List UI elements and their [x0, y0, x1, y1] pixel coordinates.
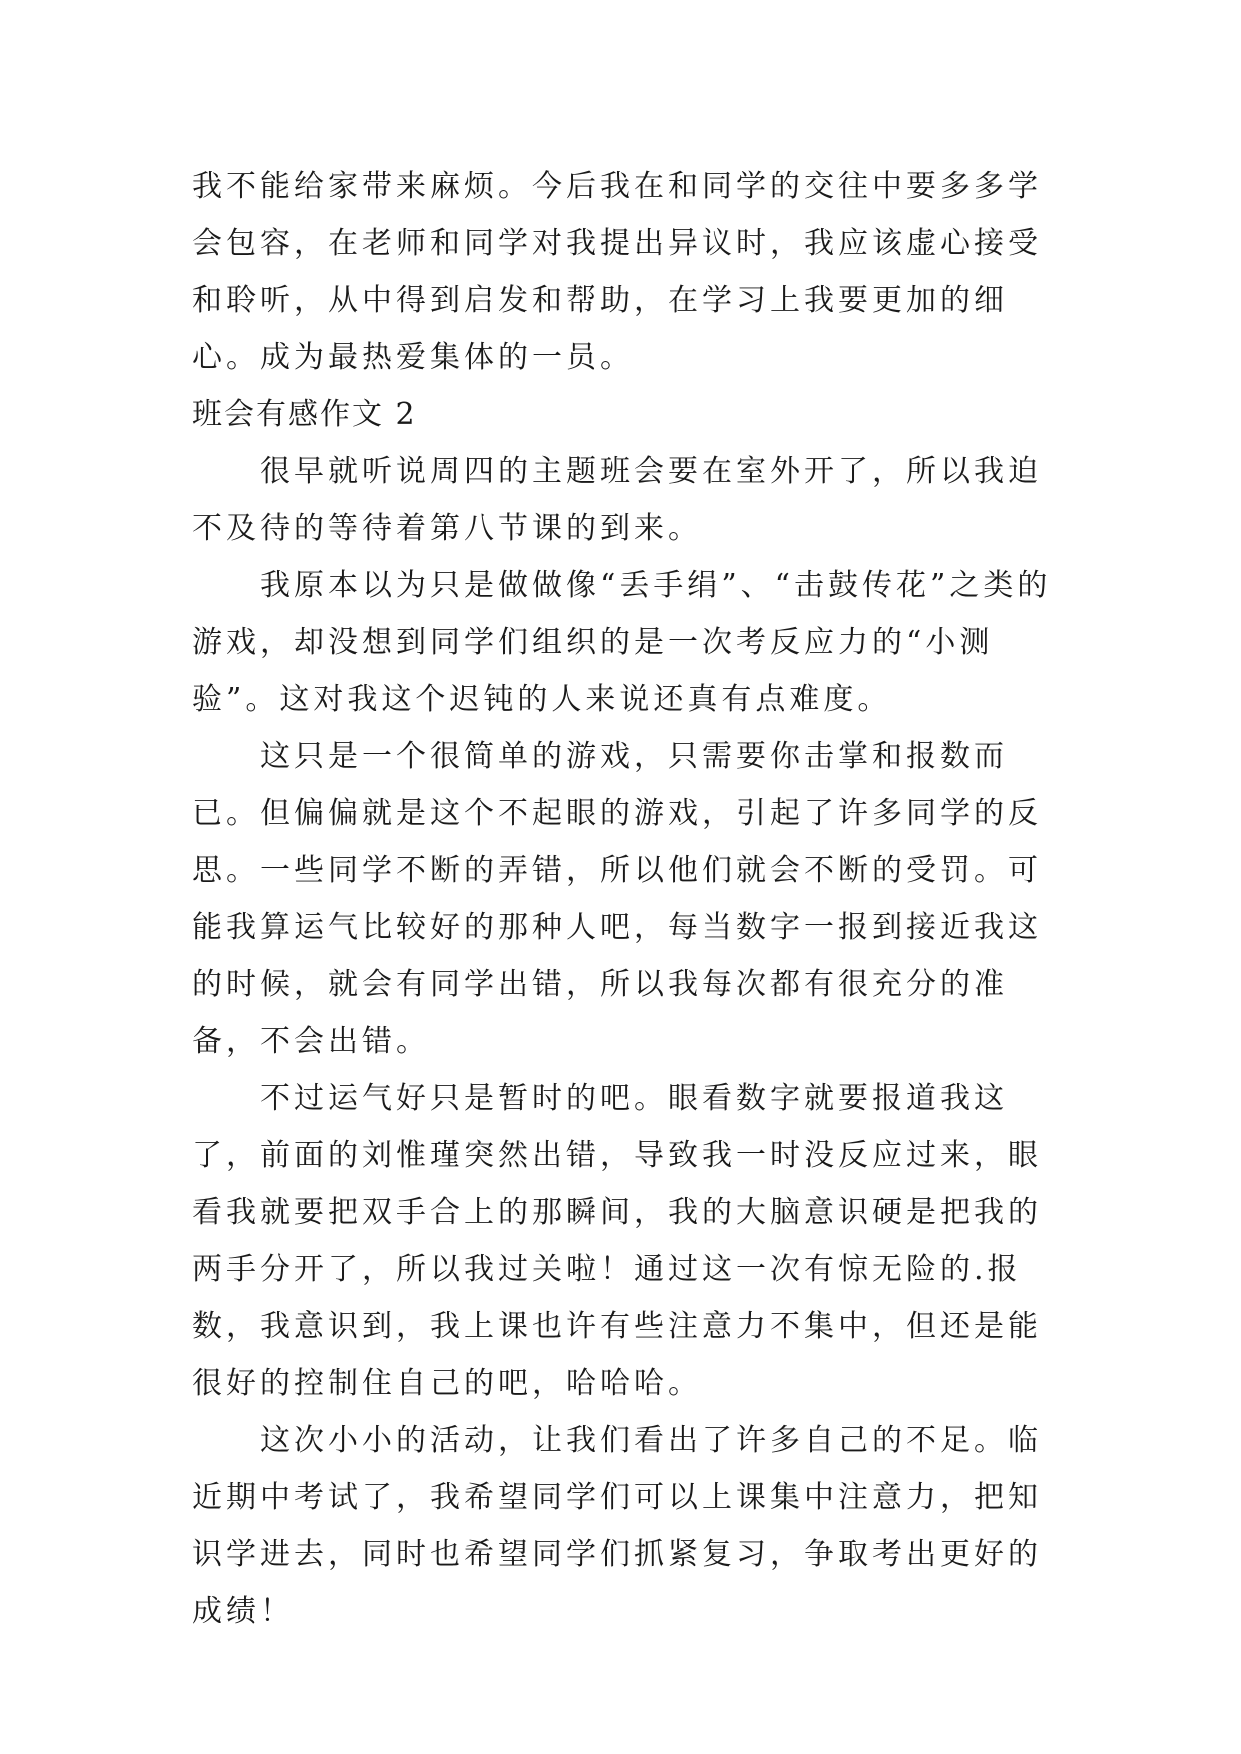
paragraph-4: 不过运气好只是暂时的吧。眼看数字就要报道我这了，前面的刘惟瑾突然出错，导致我一时没反应过来，眼看我就要把双手合上的那瞬间，我的大脑意识硬是把我的两手分开了，所以我过关啦！通过这一次有惊无险的.报数，我意识到，我上课也许有些注意力不集中，但还是能很好的控制住自己的吧，哈哈哈。	[192, 1081, 1042, 1401]
document-body	[192, 158, 1070, 1640]
paragraph-3: 这只是一个很简单的游戏，只需要你击掌和报数而已。但偏偏就是这个不起眼的游戏，引起了许多同学的反思。一些同学不断的弄错，所以他们就会不断的受罚。可能我算运气比较好的那种人吧，每当数字一报到接近我这的时候，就会有同学出错，所以我每次都有很充分的准备，不会出错。	[192, 739, 1042, 1059]
paragraph-5: 这次小小的活动，让我们看出了许多自己的不足。临近期中考试了，我希望同学们可以上课集中注意力，把知识学进去，同时也希望同学们抓紧复习，争取考出更好的成绩！	[192, 1423, 1042, 1629]
section-heading: 班会有感作文 2	[192, 397, 417, 432]
paragraph-2: 我原本以为只是做做像“丢手绢”、“击鼓传花”之类的游戏，却没想到同学们组织的是一次考反应力的“小测验”。这对我这个迟钝的人来说还真有点难度。	[192, 568, 1052, 717]
paragraph-1: 很早就听说周四的主题班会要在室外开了，所以我迫不及待的等待着第八节课的到来。	[192, 454, 1042, 546]
paragraph-continuation: 我不能给家带来麻烦。今后我在和同学的交往中要多多学会包容，在老师和同学对我提出异议时，我应该虚心接受和聆听，从中得到启发和帮助，在学习上我要更加的细心。成为最热爱集体的一员。	[192, 169, 1042, 375]
